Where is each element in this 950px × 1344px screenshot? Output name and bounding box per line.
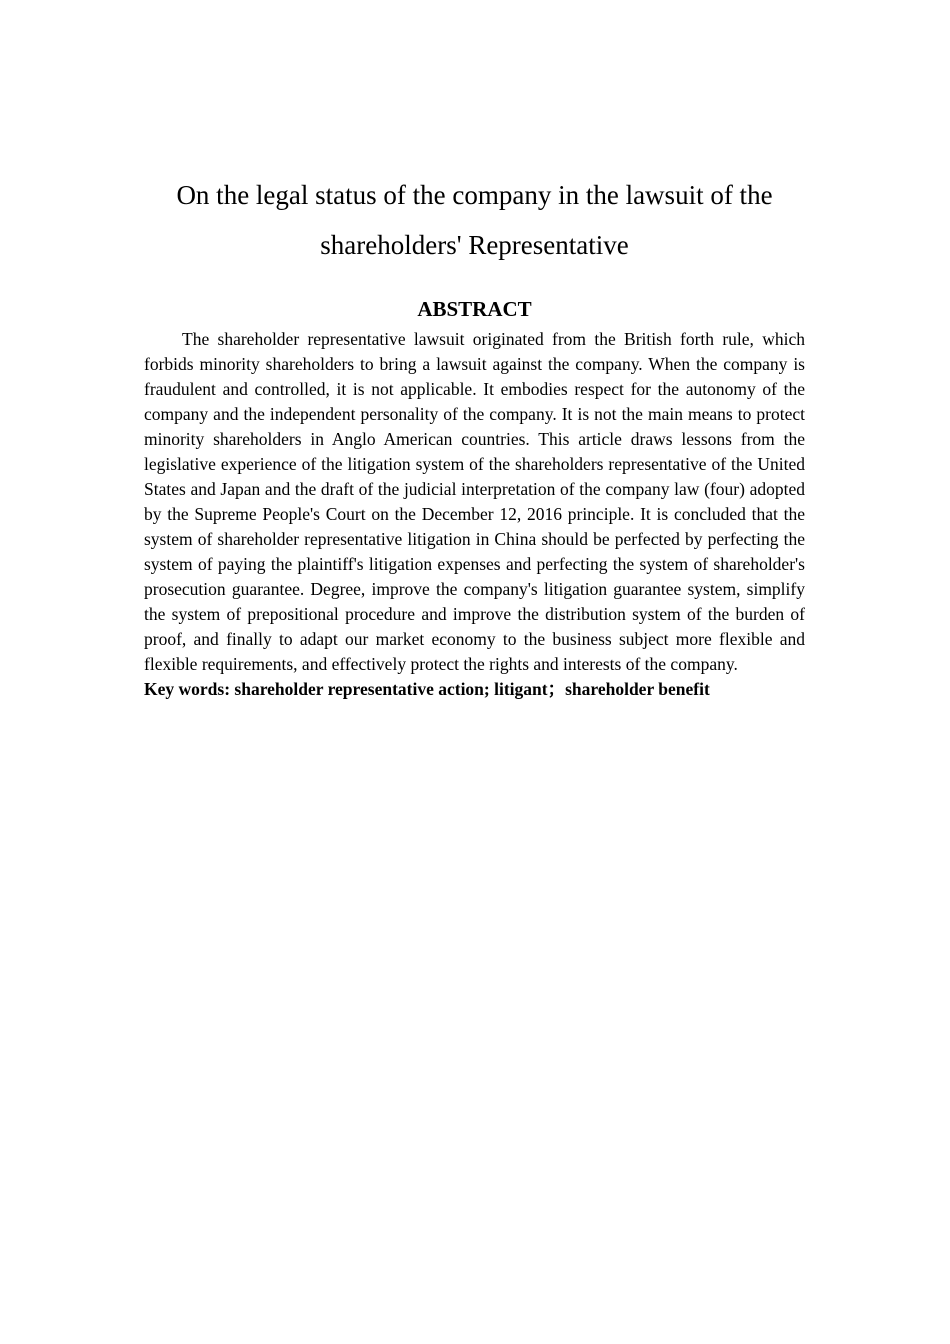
keywords-line: Key words: shareholder representative action; litigant；shareholder benefit xyxy=(144,679,710,699)
paper-title: On the legal status of the company in the lawsuit of the shareholders' Representative xyxy=(176,180,773,260)
abstract-paragraph: The shareholder representative lawsuit originated from the British forth rule, which forbids minority shareholders to bring a lawsuit against the company. When the company is fraudulent and controlled, it is not applicable. It embodies respect for the autonomy of the company and the independent personality of the company. It is not the main means to protect minority shareholders in Anglo American countries. This article draws lessons from the legislative experience of the litigation system of the shareholders representative of the United States and Japan and the draft of the judicial interpretation of the company law (four) adopted by the Supreme People's Court on the December 12, 2016 principle. It is concluded that the system of shareholder representative litigation in China should be perfected by perfecting the system of paying the plaintiff's litigation expenses and perfecting the system of shareholder's prosecution guarantee. Degree, improve the company's litigation guarantee system, simplify the system of prepositional procedure and improve the distribution system of the burden of proof, and finally to adapt our market economy to the business subject more flexible and flexible requirements, and effectively protect the rights and interests of the company. xyxy=(144,329,805,674)
abstract-section xyxy=(144,170,805,702)
abstract-heading: ABSTRACT xyxy=(417,297,532,321)
